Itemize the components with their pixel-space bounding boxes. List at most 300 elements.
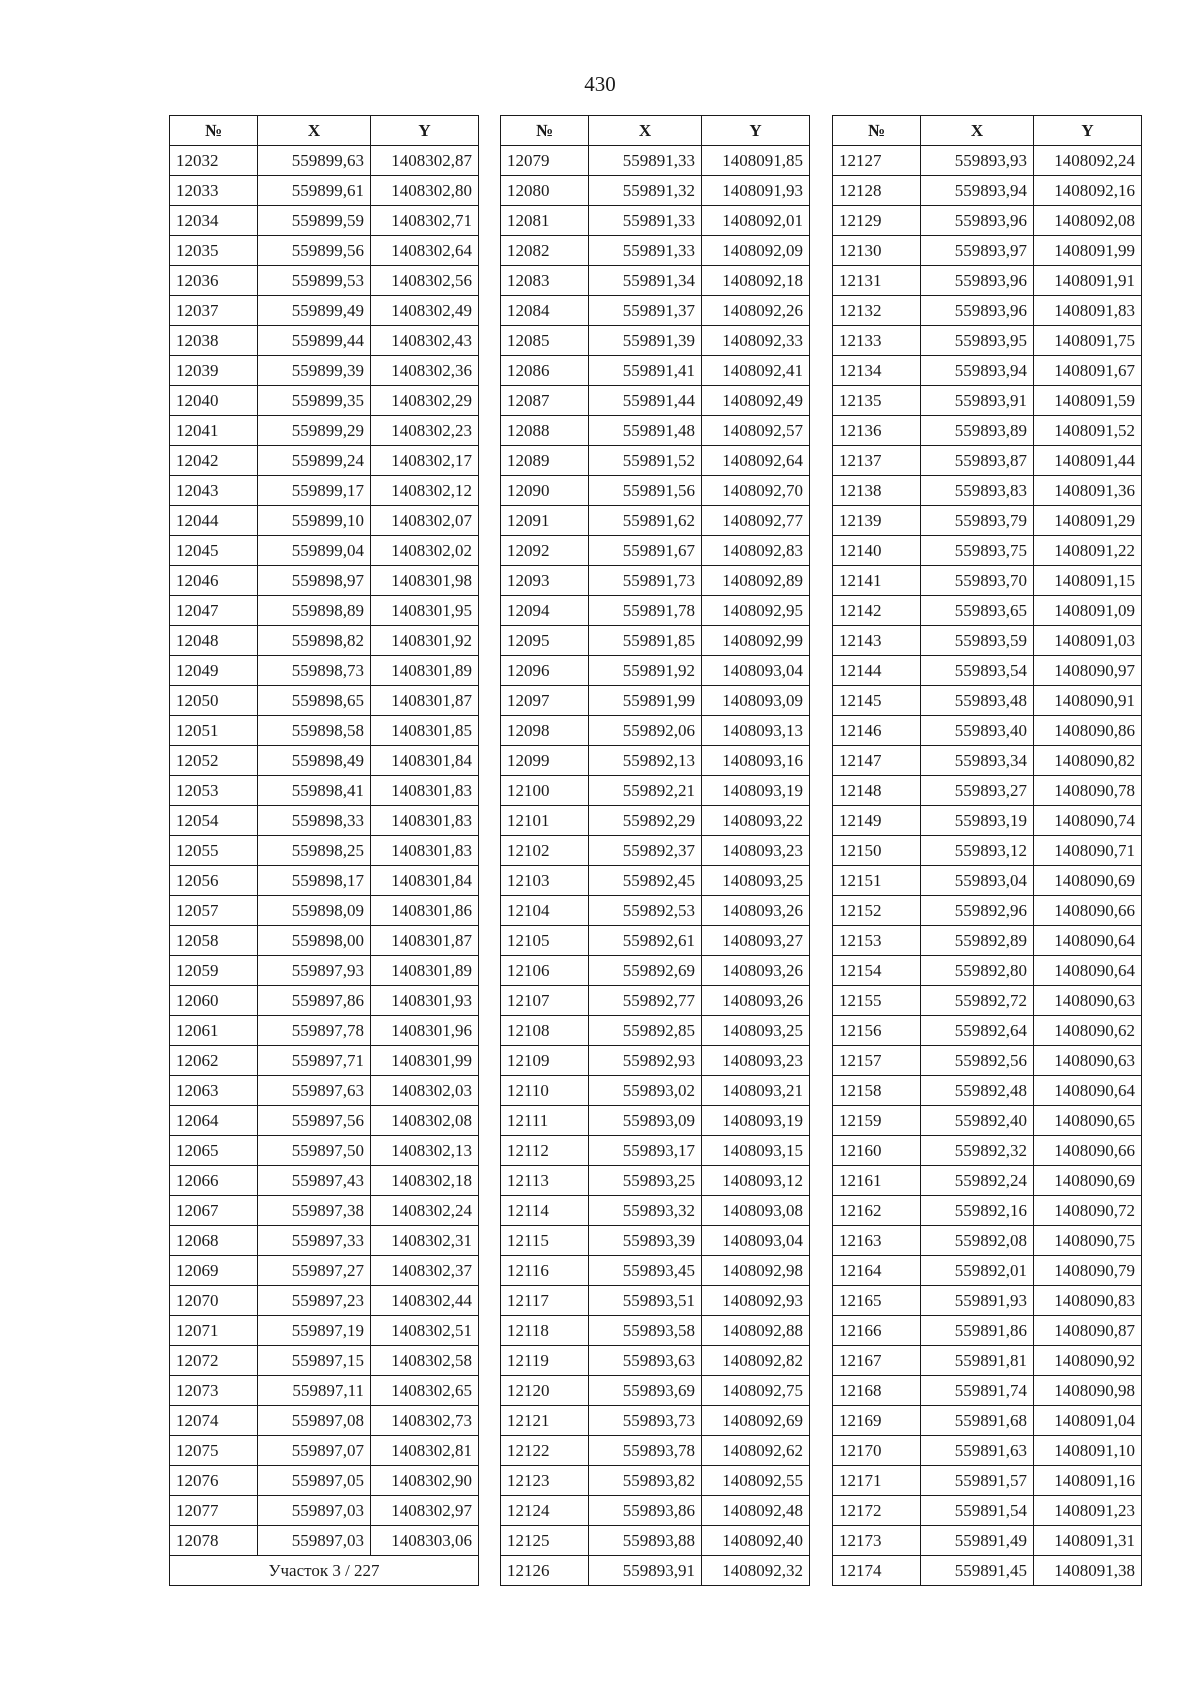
point-number: 12134 [833, 356, 921, 386]
table-row [501, 866, 810, 896]
y-coordinate: 1408301,87 [371, 926, 479, 956]
table-row [170, 686, 479, 716]
y-coordinate: 1408093,26 [702, 986, 810, 1016]
point-number: 12129 [833, 206, 921, 236]
x-coordinate: 559891,32 [589, 176, 702, 206]
x-coordinate: 559893,91 [921, 386, 1034, 416]
point-number: 12125 [501, 1526, 589, 1556]
table-row [833, 716, 1142, 746]
table-row [501, 536, 810, 566]
table-row [170, 1196, 479, 1226]
point-number: 12102 [501, 836, 589, 866]
point-number: 12081 [501, 206, 589, 236]
x-coordinate: 559893,89 [921, 416, 1034, 446]
point-number: 12069 [170, 1256, 258, 1286]
x-coordinate: 559893,17 [589, 1136, 702, 1166]
table-row [501, 1196, 810, 1226]
point-number: 12066 [170, 1166, 258, 1196]
table-row [833, 1526, 1142, 1556]
point-number: 12114 [501, 1196, 589, 1226]
y-coordinate: 1408302,44 [371, 1286, 479, 1316]
x-coordinate: 559899,56 [258, 236, 371, 266]
x-coordinate: 559899,53 [258, 266, 371, 296]
y-coordinate: 1408092,83 [702, 536, 810, 566]
x-coordinate: 559898,49 [258, 746, 371, 776]
point-number: 12124 [501, 1496, 589, 1526]
table-row [501, 1496, 810, 1526]
x-coordinate: 559897,63 [258, 1076, 371, 1106]
x-coordinate: 559891,99 [589, 686, 702, 716]
table-row [501, 656, 810, 686]
x-coordinate: 559897,15 [258, 1346, 371, 1376]
point-number: 12047 [170, 596, 258, 626]
point-number: 12171 [833, 1466, 921, 1496]
table-row [170, 446, 479, 476]
table-row [833, 176, 1142, 206]
table-row [170, 1256, 479, 1286]
point-number: 12106 [501, 956, 589, 986]
table-row [833, 1256, 1142, 1286]
x-coordinate: 559891,34 [589, 266, 702, 296]
point-number: 12103 [501, 866, 589, 896]
x-coordinate: 559893,63 [589, 1346, 702, 1376]
y-coordinate: 1408302,64 [371, 236, 479, 266]
x-coordinate: 559891,37 [589, 296, 702, 326]
y-coordinate: 1408092,57 [702, 416, 810, 446]
x-coordinate: 559898,89 [258, 596, 371, 626]
table-row [833, 476, 1142, 506]
point-number: 12144 [833, 656, 921, 686]
y-coordinate: 1408091,36 [1034, 476, 1142, 506]
table-row [501, 746, 810, 776]
table-row [833, 956, 1142, 986]
point-number: 12073 [170, 1376, 258, 1406]
y-coordinate: 1408090,64 [1034, 956, 1142, 986]
table-row [833, 236, 1142, 266]
y-coordinate: 1408302,24 [371, 1196, 479, 1226]
table-row [501, 1466, 810, 1496]
x-coordinate: 559892,40 [921, 1106, 1034, 1136]
y-coordinate: 1408090,66 [1034, 896, 1142, 926]
y-coordinate: 1408091,99 [1034, 236, 1142, 266]
x-coordinate: 559899,59 [258, 206, 371, 236]
table-header-row [833, 116, 1142, 146]
y-coordinate: 1408302,12 [371, 476, 479, 506]
y-coordinate: 1408090,98 [1034, 1376, 1142, 1406]
table-row [501, 176, 810, 206]
y-coordinate: 1408093,21 [702, 1076, 810, 1106]
point-number: 12158 [833, 1076, 921, 1106]
y-coordinate: 1408302,37 [371, 1256, 479, 1286]
x-coordinate: 559891,74 [921, 1376, 1034, 1406]
x-coordinate: 559897,03 [258, 1526, 371, 1556]
x-coordinate: 559899,24 [258, 446, 371, 476]
x-coordinate: 559893,94 [921, 356, 1034, 386]
y-coordinate: 1408090,82 [1034, 746, 1142, 776]
table-row [501, 446, 810, 476]
x-coordinate: 559891,81 [921, 1346, 1034, 1376]
point-number: 12036 [170, 266, 258, 296]
page-number: 430 [584, 72, 616, 96]
y-coordinate: 1408091,91 [1034, 266, 1142, 296]
y-coordinate: 1408090,62 [1034, 1016, 1142, 1046]
point-number: 12117 [501, 1286, 589, 1316]
y-coordinate: 1408301,96 [371, 1016, 479, 1046]
point-number: 12034 [170, 206, 258, 236]
table-row [170, 1166, 479, 1196]
y-coordinate: 1408091,44 [1034, 446, 1142, 476]
point-number: 12076 [170, 1466, 258, 1496]
x-coordinate: 559899,29 [258, 416, 371, 446]
table-row [833, 1376, 1142, 1406]
y-coordinate: 1408090,63 [1034, 986, 1142, 1016]
x-coordinate: 559898,25 [258, 836, 371, 866]
point-number: 12161 [833, 1166, 921, 1196]
y-coordinate: 1408092,26 [702, 296, 810, 326]
x-coordinate: 559893,94 [921, 176, 1034, 206]
y-coordinate: 1408093,16 [702, 746, 810, 776]
table-row [833, 1016, 1142, 1046]
y-coordinate: 1408301,93 [371, 986, 479, 1016]
x-coordinate: 559892,37 [589, 836, 702, 866]
x-coordinate: 559893,09 [589, 1106, 702, 1136]
y-coordinate: 1408090,64 [1034, 1076, 1142, 1106]
y-coordinate: 1408302,73 [371, 1406, 479, 1436]
point-number: 12064 [170, 1106, 258, 1136]
y-coordinate: 1408091,10 [1034, 1436, 1142, 1466]
point-number: 12091 [501, 506, 589, 536]
x-coordinate: 559897,71 [258, 1046, 371, 1076]
table-row [170, 1466, 479, 1496]
y-coordinate: 1408301,83 [371, 806, 479, 836]
table-row [170, 266, 479, 296]
y-coordinate: 1408090,72 [1034, 1196, 1142, 1226]
table-row [501, 326, 810, 356]
point-number: 12115 [501, 1226, 589, 1256]
x-coordinate: 559897,86 [258, 986, 371, 1016]
table-row [170, 1286, 479, 1316]
x-coordinate: 559891,67 [589, 536, 702, 566]
table-row [501, 1076, 810, 1106]
table-row [501, 236, 810, 266]
x-coordinate: 559891,39 [589, 326, 702, 356]
x-coordinate: 559898,58 [258, 716, 371, 746]
table-row [833, 506, 1142, 536]
x-coordinate: 559897,08 [258, 1406, 371, 1436]
point-number: 12063 [170, 1076, 258, 1106]
x-coordinate: 559893,25 [589, 1166, 702, 1196]
table-row [170, 806, 479, 836]
point-number: 12090 [501, 476, 589, 506]
point-number: 12084 [501, 296, 589, 326]
point-number: 12071 [170, 1316, 258, 1346]
point-number: 12051 [170, 716, 258, 746]
point-number: 12053 [170, 776, 258, 806]
table-row [170, 1376, 479, 1406]
point-number: 12159 [833, 1106, 921, 1136]
y-coordinate: 1408093,15 [702, 1136, 810, 1166]
table-row [501, 1166, 810, 1196]
point-number: 12148 [833, 776, 921, 806]
x-coordinate: 559892,13 [589, 746, 702, 776]
x-coordinate: 559897,19 [258, 1316, 371, 1346]
table-row [170, 776, 479, 806]
table-row [170, 416, 479, 446]
y-coordinate: 1408091,85 [702, 146, 810, 176]
y-coordinate: 1408093,25 [702, 1016, 810, 1046]
y-coordinate: 1408091,15 [1034, 566, 1142, 596]
x-coordinate: 559893,82 [589, 1466, 702, 1496]
x-coordinate: 559892,80 [921, 956, 1034, 986]
x-coordinate: 559892,72 [921, 986, 1034, 1016]
y-coordinate: 1408302,56 [371, 266, 479, 296]
y-coordinate: 1408302,71 [371, 206, 479, 236]
x-coordinate: 559893,69 [589, 1376, 702, 1406]
table-row [833, 836, 1142, 866]
point-number: 12072 [170, 1346, 258, 1376]
point-number: 12083 [501, 266, 589, 296]
table-row [833, 566, 1142, 596]
y-coordinate: 1408090,69 [1034, 1166, 1142, 1196]
point-number: 12088 [501, 416, 589, 446]
y-coordinate: 1408092,55 [702, 1466, 810, 1496]
x-coordinate: 559898,73 [258, 656, 371, 686]
point-number: 12118 [501, 1316, 589, 1346]
x-coordinate: 559893,73 [589, 1406, 702, 1436]
table-row [170, 356, 479, 386]
x-coordinate: 559893,75 [921, 536, 1034, 566]
x-coordinate: 559893,40 [921, 716, 1034, 746]
y-coordinate: 1408301,98 [371, 566, 479, 596]
table-row [501, 1376, 810, 1406]
y-coordinate: 1408091,38 [1034, 1556, 1142, 1586]
point-number: 12147 [833, 746, 921, 776]
table-row [833, 1556, 1142, 1586]
y-coordinate: 1408090,66 [1034, 1136, 1142, 1166]
y-coordinate: 1408093,12 [702, 1166, 810, 1196]
y-coordinate: 1408301,99 [371, 1046, 479, 1076]
coordinate-table-1 [169, 115, 479, 1586]
y-coordinate: 1408091,52 [1034, 416, 1142, 446]
y-coordinate: 1408092,40 [702, 1526, 810, 1556]
x-coordinate: 559893,65 [921, 596, 1034, 626]
point-number: 12145 [833, 686, 921, 716]
y-coordinate: 1408092,41 [702, 356, 810, 386]
y-coordinate: 1408092,24 [1034, 146, 1142, 176]
y-coordinate: 1408091,31 [1034, 1526, 1142, 1556]
table-row [501, 386, 810, 416]
table-row [833, 1076, 1142, 1106]
y-coordinate: 1408093,26 [702, 956, 810, 986]
y-coordinate: 1408092,69 [702, 1406, 810, 1436]
x-coordinate: 559898,97 [258, 566, 371, 596]
x-coordinate: 559893,97 [921, 236, 1034, 266]
table-row [833, 536, 1142, 566]
point-number: 12049 [170, 656, 258, 686]
y-coordinate: 1408302,17 [371, 446, 479, 476]
point-number: 12140 [833, 536, 921, 566]
point-number: 12100 [501, 776, 589, 806]
x-coordinate: 559893,04 [921, 866, 1034, 896]
point-number: 12038 [170, 326, 258, 356]
x-coordinate: 559891,85 [589, 626, 702, 656]
table-row [170, 1106, 479, 1136]
point-number: 12170 [833, 1436, 921, 1466]
header-y: Y [702, 116, 810, 146]
y-coordinate: 1408302,13 [371, 1136, 479, 1166]
y-coordinate: 1408302,51 [371, 1316, 479, 1346]
y-coordinate: 1408092,01 [702, 206, 810, 236]
header-x: X [921, 116, 1034, 146]
point-number: 12042 [170, 446, 258, 476]
point-number: 12080 [501, 176, 589, 206]
x-coordinate: 559892,85 [589, 1016, 702, 1046]
table-row [833, 326, 1142, 356]
y-coordinate: 1408091,75 [1034, 326, 1142, 356]
point-number: 12096 [501, 656, 589, 686]
x-coordinate: 559891,73 [589, 566, 702, 596]
table-row [501, 626, 810, 656]
point-number: 12163 [833, 1226, 921, 1256]
x-coordinate: 559892,69 [589, 956, 702, 986]
y-coordinate: 1408301,89 [371, 956, 479, 986]
y-coordinate: 1408090,83 [1034, 1286, 1142, 1316]
x-coordinate: 559891,45 [921, 1556, 1034, 1586]
x-coordinate: 559897,27 [258, 1256, 371, 1286]
x-coordinate: 559893,48 [921, 686, 1034, 716]
y-coordinate: 1408093,08 [702, 1196, 810, 1226]
y-coordinate: 1408092,62 [702, 1436, 810, 1466]
table-row [170, 476, 479, 506]
y-coordinate: 1408093,13 [702, 716, 810, 746]
x-coordinate: 559891,63 [921, 1436, 1034, 1466]
table-row [501, 776, 810, 806]
point-number: 12112 [501, 1136, 589, 1166]
y-coordinate: 1408092,82 [702, 1346, 810, 1376]
table-row [501, 1016, 810, 1046]
x-coordinate: 559893,96 [921, 266, 1034, 296]
x-coordinate: 559899,61 [258, 176, 371, 206]
table-row [501, 1136, 810, 1166]
point-number: 12041 [170, 416, 258, 446]
table-row [833, 806, 1142, 836]
y-coordinate: 1408093,25 [702, 866, 810, 896]
y-coordinate: 1408091,04 [1034, 1406, 1142, 1436]
y-coordinate: 1408091,16 [1034, 1466, 1142, 1496]
table-row [833, 686, 1142, 716]
point-number: 12086 [501, 356, 589, 386]
x-coordinate: 559891,68 [921, 1406, 1034, 1436]
y-coordinate: 1408301,83 [371, 836, 479, 866]
point-number: 12089 [501, 446, 589, 476]
y-coordinate: 1408093,09 [702, 686, 810, 716]
y-coordinate: 1408302,03 [371, 1076, 479, 1106]
table-header-row [501, 116, 810, 146]
table-row [833, 206, 1142, 236]
table-row [170, 566, 479, 596]
table-row [170, 926, 479, 956]
x-coordinate: 559899,17 [258, 476, 371, 506]
point-number: 12099 [501, 746, 589, 776]
y-coordinate: 1408093,19 [702, 1106, 810, 1136]
y-coordinate: 1408092,93 [702, 1286, 810, 1316]
table-row [170, 296, 479, 326]
point-number: 12136 [833, 416, 921, 446]
y-coordinate: 1408302,08 [371, 1106, 479, 1136]
table-row [501, 716, 810, 746]
x-coordinate: 559891,33 [589, 236, 702, 266]
x-coordinate: 559898,82 [258, 626, 371, 656]
point-number: 12150 [833, 836, 921, 866]
y-coordinate: 1408092,49 [702, 386, 810, 416]
table-row [170, 1526, 479, 1556]
x-coordinate: 559891,44 [589, 386, 702, 416]
x-coordinate: 559899,04 [258, 536, 371, 566]
table-row [833, 746, 1142, 776]
y-coordinate: 1408090,86 [1034, 716, 1142, 746]
y-coordinate: 1408302,81 [371, 1436, 479, 1466]
y-coordinate: 1408091,83 [1034, 296, 1142, 326]
table-row [170, 836, 479, 866]
x-coordinate: 559893,58 [589, 1316, 702, 1346]
point-number: 12138 [833, 476, 921, 506]
table-row [833, 656, 1142, 686]
y-coordinate: 1408092,08 [1034, 206, 1142, 236]
point-number: 12048 [170, 626, 258, 656]
point-number: 12131 [833, 266, 921, 296]
y-coordinate: 1408091,09 [1034, 596, 1142, 626]
x-coordinate: 559893,79 [921, 506, 1034, 536]
x-coordinate: 559892,21 [589, 776, 702, 806]
table-row [833, 266, 1142, 296]
point-number: 12119 [501, 1346, 589, 1376]
y-coordinate: 1408092,32 [702, 1556, 810, 1586]
x-coordinate: 559892,48 [921, 1076, 1034, 1106]
point-number: 12135 [833, 386, 921, 416]
table-row [833, 866, 1142, 896]
point-number: 12127 [833, 146, 921, 176]
point-number: 12164 [833, 1256, 921, 1286]
point-number: 12098 [501, 716, 589, 746]
x-coordinate: 559891,57 [921, 1466, 1034, 1496]
x-coordinate: 559899,44 [258, 326, 371, 356]
x-coordinate: 559897,38 [258, 1196, 371, 1226]
table-row [170, 896, 479, 926]
x-coordinate: 559892,06 [589, 716, 702, 746]
x-coordinate: 559898,65 [258, 686, 371, 716]
point-number: 12067 [170, 1196, 258, 1226]
table-row [170, 656, 479, 686]
y-coordinate: 1408302,87 [371, 146, 479, 176]
point-number: 12132 [833, 296, 921, 326]
point-number: 12037 [170, 296, 258, 326]
x-coordinate: 559893,96 [921, 296, 1034, 326]
header-x: X [589, 116, 702, 146]
coordinate-table-2 [500, 115, 810, 1586]
y-coordinate: 1408092,89 [702, 566, 810, 596]
x-coordinate: 559893,12 [921, 836, 1034, 866]
y-coordinate: 1408302,36 [371, 356, 479, 386]
y-coordinate: 1408091,93 [702, 176, 810, 206]
table-row [501, 266, 810, 296]
y-coordinate: 1408302,02 [371, 536, 479, 566]
y-coordinate: 1408301,95 [371, 596, 479, 626]
x-coordinate: 559897,56 [258, 1106, 371, 1136]
table-row [833, 1286, 1142, 1316]
y-coordinate: 1408301,85 [371, 716, 479, 746]
table-row [170, 536, 479, 566]
table-row [170, 326, 479, 356]
